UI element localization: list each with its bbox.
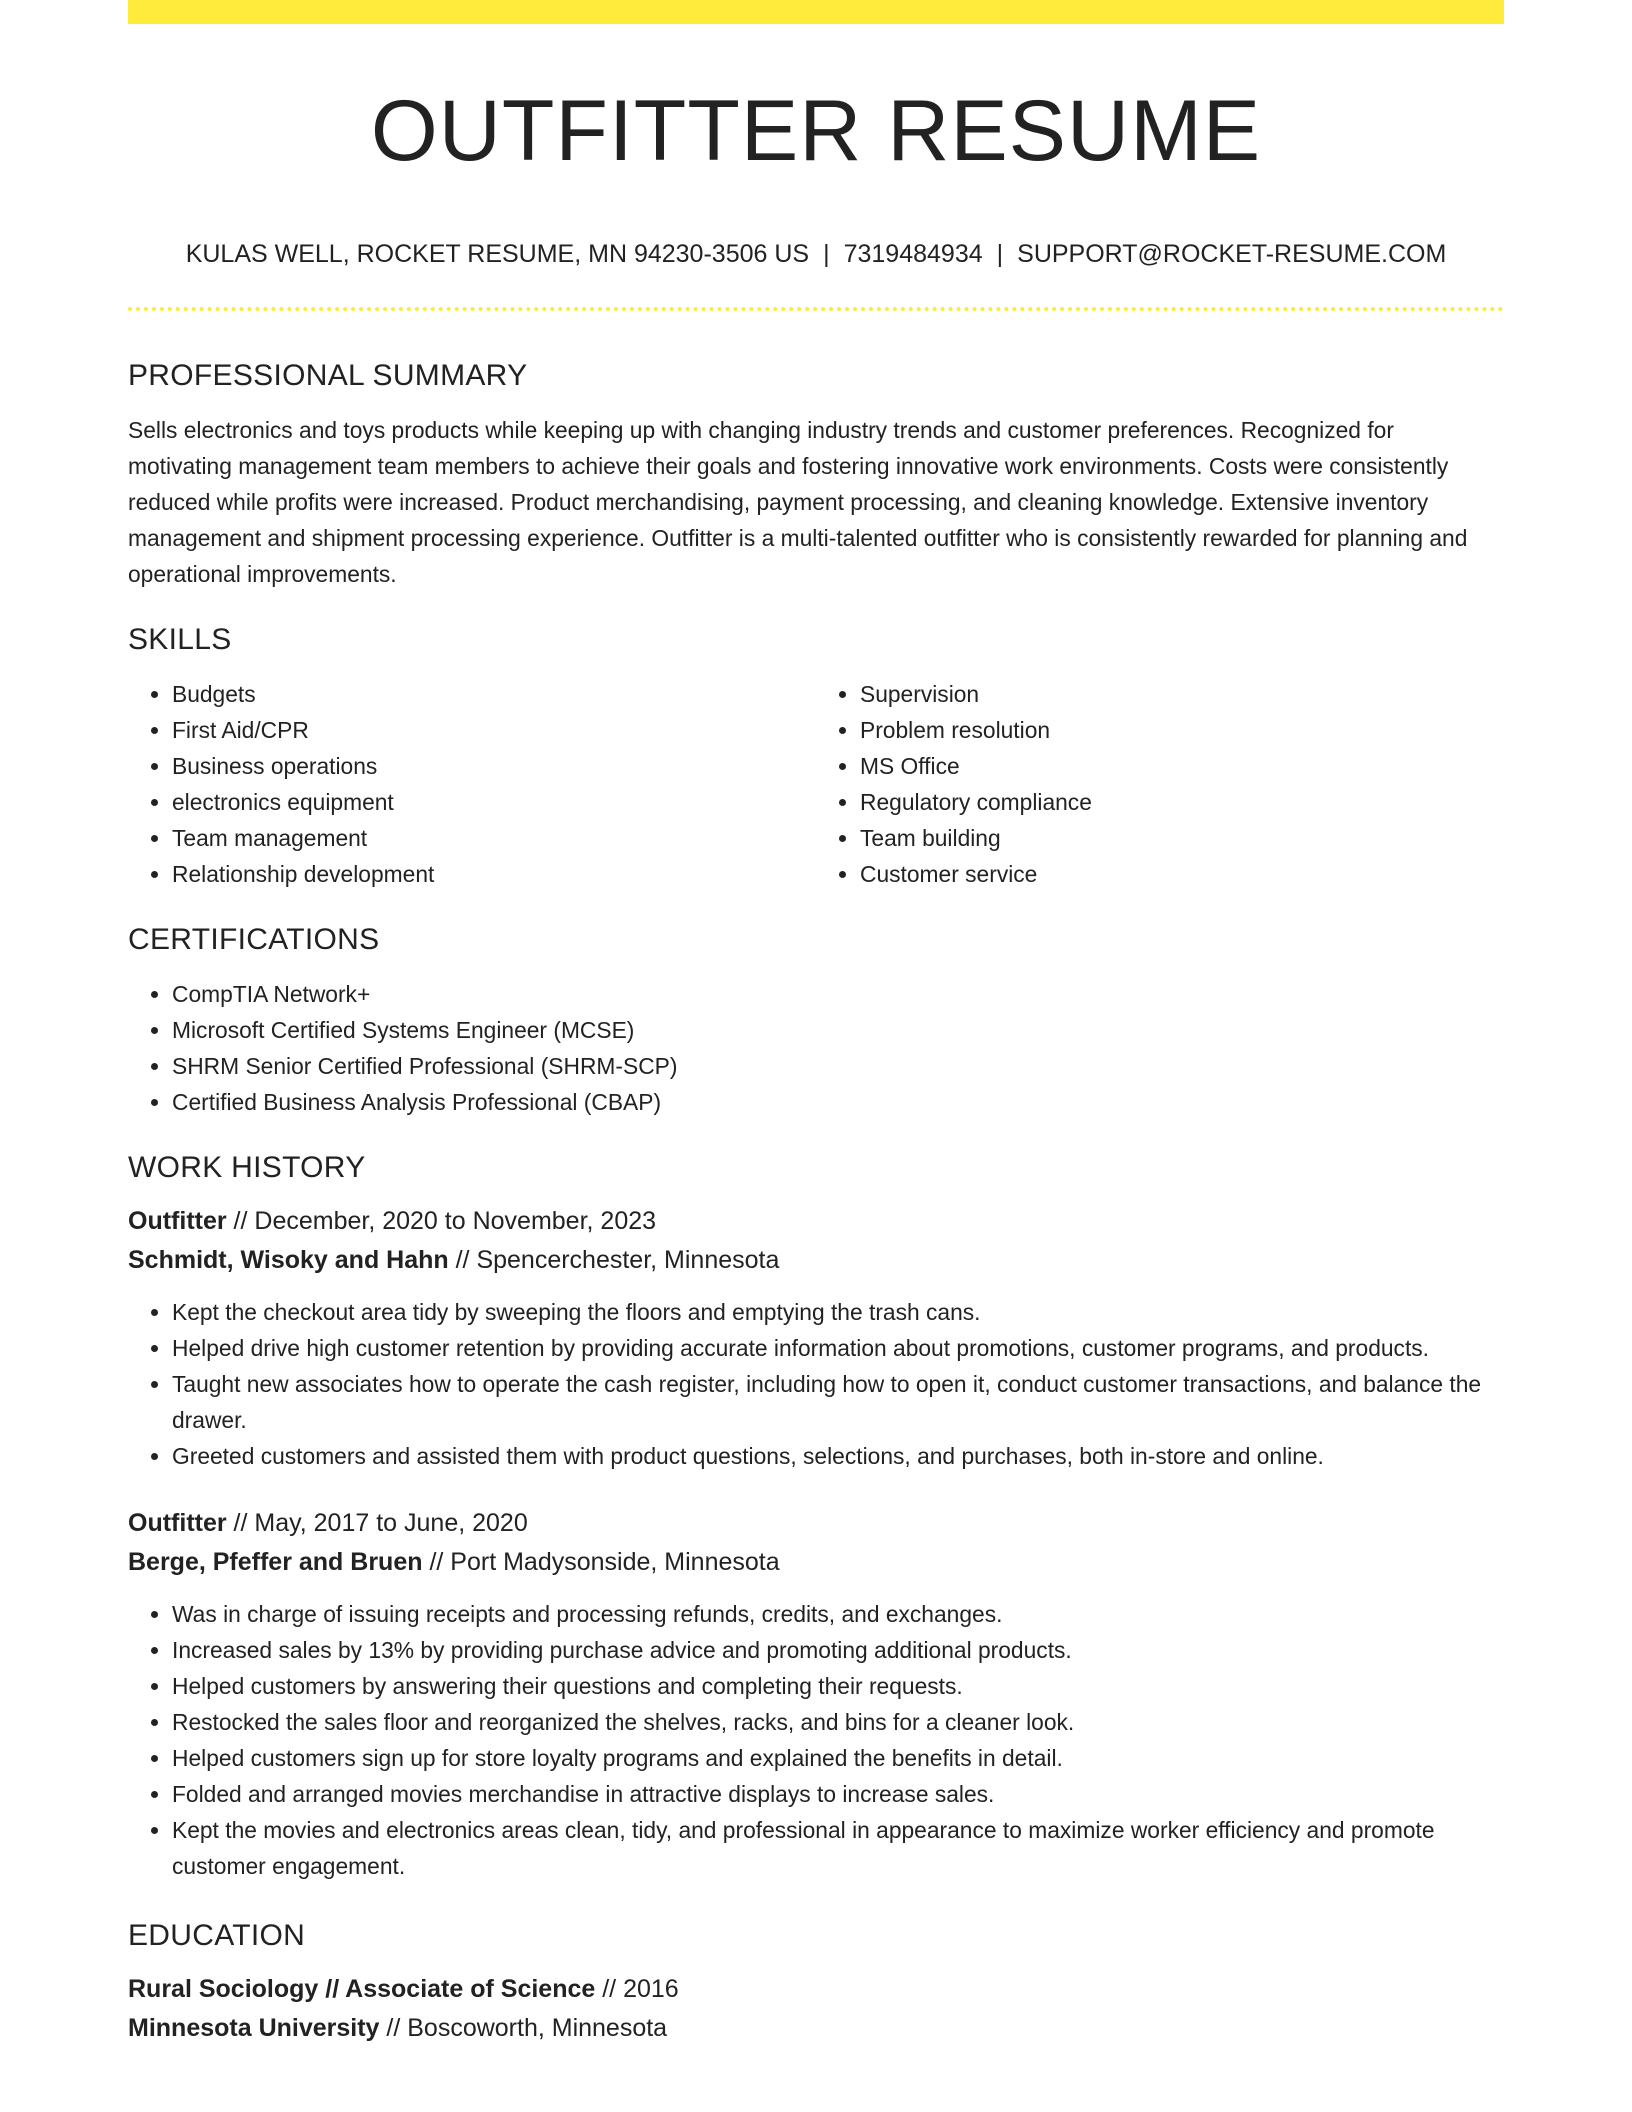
dotted-divider xyxy=(128,307,1504,311)
contact-separator: | xyxy=(823,240,830,268)
job-bullet: • Helped customers by answering their questions and completing their requests. xyxy=(172,1668,1504,1704)
job-bullets xyxy=(128,1294,1504,1474)
job-bullet: • Folded and arranged movies merchandise in attractive displays to increase sales. xyxy=(172,1776,1504,1812)
job-bullet: • Helped customers sign up for store loyalty programs and explained the benefits in detail. xyxy=(172,1740,1504,1776)
job-title: Outfitter xyxy=(128,1509,227,1537)
certification-item: • Certified Business Analysis Professional (CBAP) xyxy=(172,1084,1504,1120)
skill-item: • MS Office xyxy=(860,748,1504,784)
skill-item: • Team building xyxy=(860,820,1504,856)
education-heading: EDUCATION xyxy=(128,1919,306,1952)
skill-item: • electronics equipment xyxy=(172,784,816,820)
contact-email: SUPPORT@ROCKET-RESUME.COM xyxy=(1017,240,1447,268)
certifications-heading: CERTIFICATIONS xyxy=(128,923,380,956)
skills-heading: SKILLS xyxy=(128,623,232,656)
job-company-line xyxy=(128,1241,1504,1280)
education-location: // Boscoworth, Minnesota xyxy=(379,2014,668,2042)
work-history-section xyxy=(128,1146,1504,1884)
resume-title: OUTFITTER RESUME xyxy=(370,83,1262,179)
skill-item: • Budgets xyxy=(172,676,816,712)
certification-item: • CompTIA Network+ xyxy=(172,976,1504,1012)
skill-item: • Business operations xyxy=(172,748,816,784)
work-history-heading: WORK HISTORY xyxy=(128,1151,366,1184)
education-entry xyxy=(128,1970,1504,2048)
education-degree: Rural Sociology // Associate of Science xyxy=(128,1975,596,2003)
skill-item: • Regulatory compliance xyxy=(860,784,1504,820)
certification-item: • Microsoft Certified Systems Engineer (MCSE) xyxy=(172,1012,1504,1048)
skill-item: • Problem resolution xyxy=(860,712,1504,748)
skill-item: • Supervision xyxy=(860,676,1504,712)
education-degree-line xyxy=(128,1970,1504,2009)
summary-section xyxy=(128,354,1504,592)
job-bullet: • Restocked the sales floor and reorganized the shelves, racks, and bins for a cleaner look. xyxy=(172,1704,1504,1740)
education-year: // 2016 xyxy=(595,1975,679,2003)
skills-section xyxy=(128,618,1504,892)
certifications-section xyxy=(128,918,1504,1120)
job-bullet: • Helped drive high customer retention by providing accurate information about promotions, customer programs, and products. xyxy=(172,1330,1504,1366)
job-bullet: • Was in charge of issuing receipts and processing refunds, credits, and exchanges. xyxy=(172,1596,1504,1632)
job-location: // Spencerchester, Minnesota xyxy=(448,1246,780,1274)
top-accent-bar xyxy=(128,0,1504,24)
job-location: // Port Madysonside, Minnesota xyxy=(422,1548,780,1576)
skill-item: • First Aid/CPR xyxy=(172,712,816,748)
job-company: Schmidt, Wisoky and Hahn xyxy=(128,1246,449,1274)
resume-body xyxy=(128,354,1504,2048)
job-entry xyxy=(128,1504,1504,1884)
job-company-line xyxy=(128,1543,1504,1582)
contact-line xyxy=(128,240,1504,269)
job-title-line xyxy=(128,1504,1504,1543)
summary-text: Sells electronics and toys products while keeping up with changing industry trends and customer preferences. Recognized for motivating management team members to achieve their goals and fostering innovative work environments. Costs were consistently reduced while profits were increased. Product merchandising, payment processing, and cleaning knowledge. Extensive inventory management and shipment processing experience. Outfitter is a multi-talented outfitter who is consistently rewarded for planning and operational improvements. xyxy=(128,417,1468,587)
job-entry xyxy=(128,1202,1504,1474)
job-bullet: • Taught new associates how to operate the cash register, including how to open it, conduct customer transactions, and balance the drawer. xyxy=(172,1366,1504,1438)
job-title-line xyxy=(128,1202,1504,1241)
education-section xyxy=(128,1914,1504,2048)
skill-item: • Customer service xyxy=(860,856,1504,892)
contact-address: KULAS WELL, ROCKET RESUME, MN 94230-3506 US xyxy=(185,240,810,268)
job-bullet: • Greeted customers and assisted them with product questions, selections, and purchases, both in-store and online. xyxy=(172,1438,1504,1474)
skill-item: • Team management xyxy=(172,820,816,856)
education-school-line xyxy=(128,2009,1504,2048)
certification-item: • SHRM Senior Certified Professional (SHRM-SCP) xyxy=(172,1048,1504,1084)
job-bullet: • Kept the movies and electronics areas clean, tidy, and professional in appearance to maximize worker efficiency and promote customer engagement. xyxy=(172,1812,1504,1884)
job-dates: // December, 2020 to November, 2023 xyxy=(226,1207,657,1235)
job-company: Berge, Pfeffer and Bruen xyxy=(128,1548,423,1576)
job-dates: // May, 2017 to June, 2020 xyxy=(226,1509,528,1537)
job-bullet: • Increased sales by 13% by providing purchase advice and promoting additional products. xyxy=(172,1632,1504,1668)
skills-list-left xyxy=(128,676,816,892)
certifications-list xyxy=(128,976,1504,1120)
education-school: Minnesota University xyxy=(128,2014,380,2042)
skill-item: • Relationship development xyxy=(172,856,816,892)
summary-heading: PROFESSIONAL SUMMARY xyxy=(128,359,528,392)
job-bullets xyxy=(128,1596,1504,1884)
contact-separator: | xyxy=(996,240,1004,268)
job-bullet: • Kept the checkout area tidy by sweeping the floors and emptying the trash cans. xyxy=(172,1294,1504,1330)
contact-phone: 7319484934 xyxy=(843,240,983,268)
job-title: Outfitter xyxy=(128,1207,227,1235)
skills-columns xyxy=(128,676,1504,892)
skills-list-right xyxy=(816,676,1504,892)
